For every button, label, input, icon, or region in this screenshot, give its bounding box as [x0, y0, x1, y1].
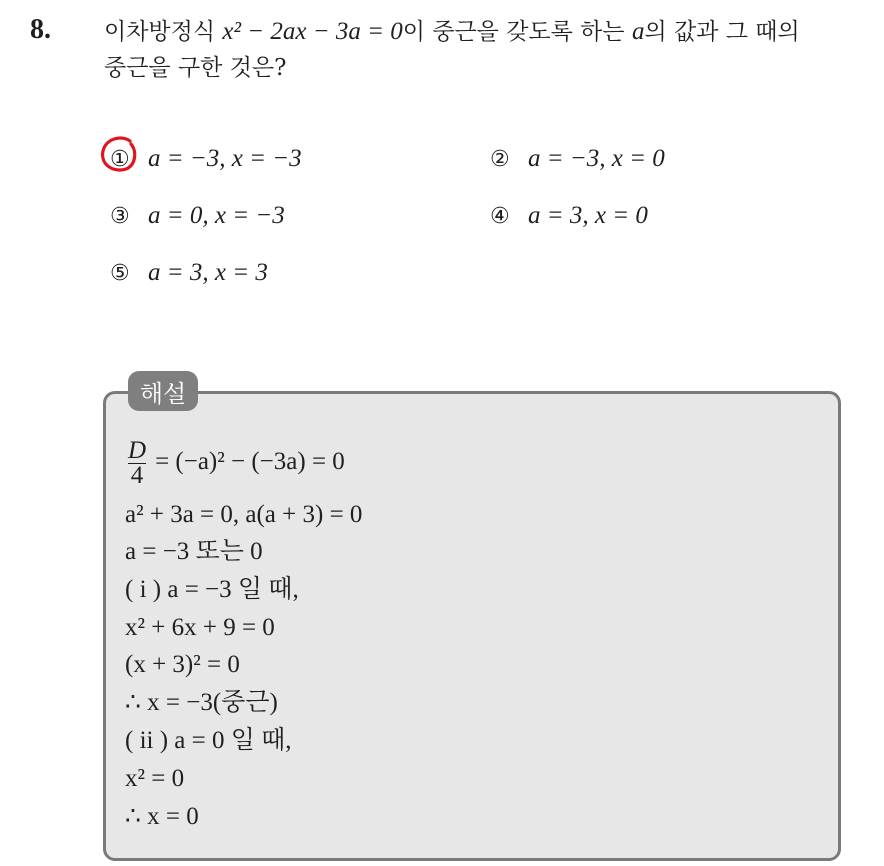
- solution-line-6: (x + 3)² = 0: [125, 651, 240, 678]
- question-equation: x² − 2ax − 3a = 0: [222, 18, 403, 45]
- question-text: [104, 14, 874, 86]
- choice-number: ①: [110, 147, 130, 172]
- solution-line-10: ∴ x = 0: [125, 803, 199, 830]
- solution-line-9: x² = 0: [125, 765, 185, 792]
- question-text-part: 이차방정식: [104, 19, 223, 45]
- question-line-2: 중근을 구한 것은?: [104, 55, 287, 81]
- choice-expression: a = 3, x = 0: [528, 202, 648, 229]
- choice-number: ②: [490, 147, 510, 172]
- solution-label: 해설: [128, 371, 198, 411]
- choice-3[interactable]: [110, 199, 285, 233]
- question-line-1: [104, 14, 874, 50]
- solution-line-1: [125, 436, 345, 488]
- choice-expression: a = 0, x = −3: [148, 202, 285, 229]
- question-text-part: 의 값과 그 때의: [644, 19, 800, 45]
- solution-line-1-rest: = (−a)² − (−3a) = 0: [155, 448, 345, 475]
- fraction: [125, 436, 149, 489]
- question-number: 8.: [30, 14, 51, 45]
- choice-2[interactable]: [490, 142, 665, 176]
- solution-line-4: ( i ) a = −3 일 때,: [125, 576, 299, 603]
- choice-number: ③: [110, 204, 130, 229]
- choice-number: ⑤: [110, 261, 130, 286]
- question-text-part: 이 중근을 갖도록 하는: [402, 19, 632, 45]
- solution-line-2: a² + 3a = 0, a(a + 3) = 0: [125, 501, 363, 528]
- solution-line-8: ( ii ) a = 0 일 때,: [125, 727, 292, 754]
- choice-number: ④: [490, 204, 510, 229]
- choice-expression: a = −3, x = 0: [528, 145, 665, 172]
- choice-4[interactable]: [490, 199, 648, 233]
- choice-1[interactable]: [110, 142, 302, 176]
- solution-line-7: ∴ x = −3(중근): [125, 689, 278, 716]
- solution-line-5: x² + 6x + 9 = 0: [125, 614, 275, 641]
- choice-expression: a = −3, x = −3: [148, 145, 302, 172]
- choice-5[interactable]: [110, 256, 268, 290]
- fraction-denominator: 4: [128, 463, 147, 488]
- question-variable: a: [631, 18, 645, 45]
- solution-line-3: a = −3 또는 0: [125, 538, 263, 565]
- fraction-numerator: D: [128, 436, 147, 464]
- choice-expression: a = 3, x = 3: [148, 259, 268, 286]
